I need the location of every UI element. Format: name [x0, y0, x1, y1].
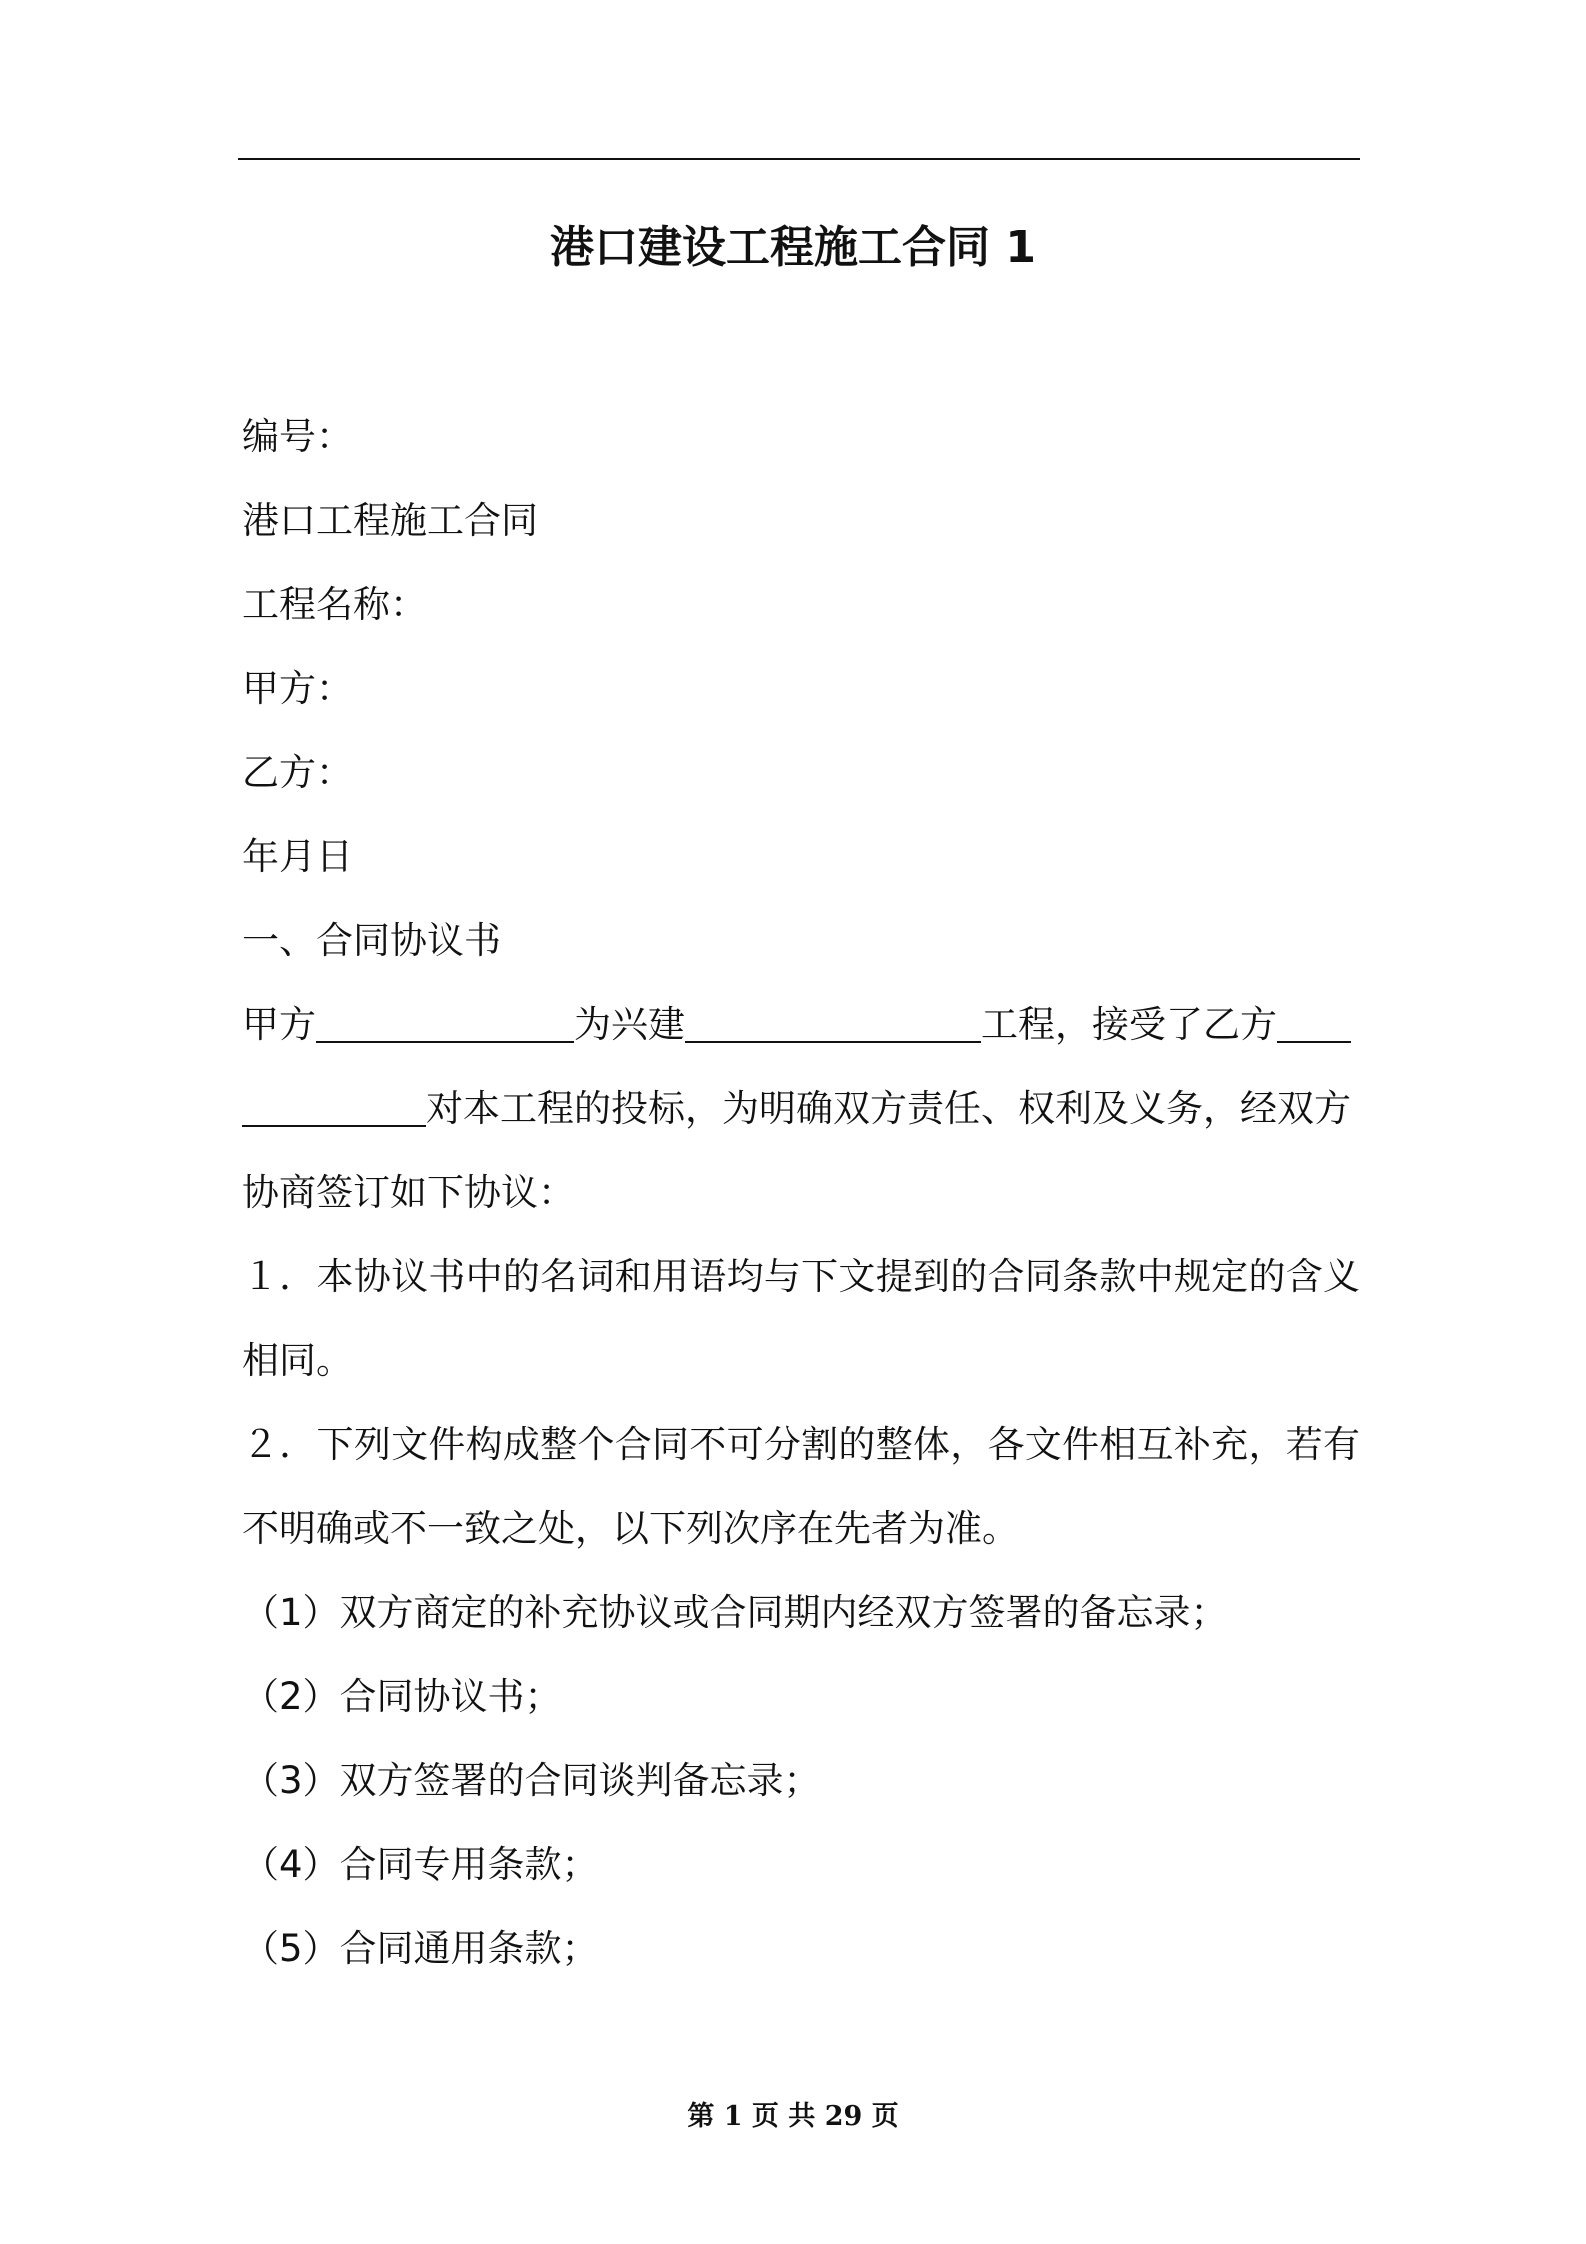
document-item-3: （3）双方签署的合同谈判备忘录；	[242, 1759, 821, 1802]
page-number: 第 1 页 共 29 页	[687, 2101, 899, 2132]
intro-line-1	[242, 983, 1360, 1067]
header-rule	[238, 158, 1360, 160]
document-title: 港口建设工程施工合同 1	[550, 222, 1036, 273]
clause-2-line-2: 不明确或不一致之处，以下列次序在先者为准。	[242, 1507, 1019, 1550]
section-heading: 一、合同协议书	[242, 919, 501, 962]
document-item-1: （1）双方商定的补充协议或合同期内经双方签署的备忘录；	[242, 1591, 1228, 1634]
document-item-5: （5）合同通用条款；	[242, 1927, 599, 1970]
document-item-2: （2）合同协议书；	[242, 1675, 562, 1718]
intro-build: 为兴建	[574, 1003, 685, 1046]
clause-2-line-1: ２．下列文件构成整个合同不可分割的整体，各文件相互补充，若有	[242, 1423, 1360, 1466]
document-item-4: （4）合同专用条款；	[242, 1843, 599, 1886]
blank-party-a	[316, 1011, 574, 1043]
blank-party-b	[1277, 1011, 1351, 1043]
blank-party-b-cont	[242, 1095, 426, 1127]
intro-line-3: 协商签订如下协议：	[242, 1171, 575, 1214]
field-contract-type: 港口工程施工合同	[242, 499, 538, 542]
intro-party-a: 甲方	[242, 1003, 316, 1046]
blank-project	[685, 1011, 981, 1043]
intro-project: 工程，接受了乙方	[981, 1003, 1277, 1046]
field-party-b: 乙方：	[242, 751, 353, 794]
field-number: 编号：	[242, 415, 353, 458]
intro-line-2-text: 对本工程的投标，为明确双方责任、权利及义务，经双方	[426, 1087, 1351, 1130]
document-body	[242, 395, 1360, 1991]
field-date: 年月日	[242, 835, 353, 878]
intro-line-2	[242, 1067, 1360, 1151]
field-party-a: 甲方：	[242, 667, 353, 710]
clause-1-line-2: 相同。	[242, 1339, 353, 1382]
field-project-name: 工程名称：	[242, 583, 427, 626]
clause-1-line-1: １．本协议书中的名词和用语均与下文提到的合同条款中规定的含义	[242, 1255, 1360, 1298]
